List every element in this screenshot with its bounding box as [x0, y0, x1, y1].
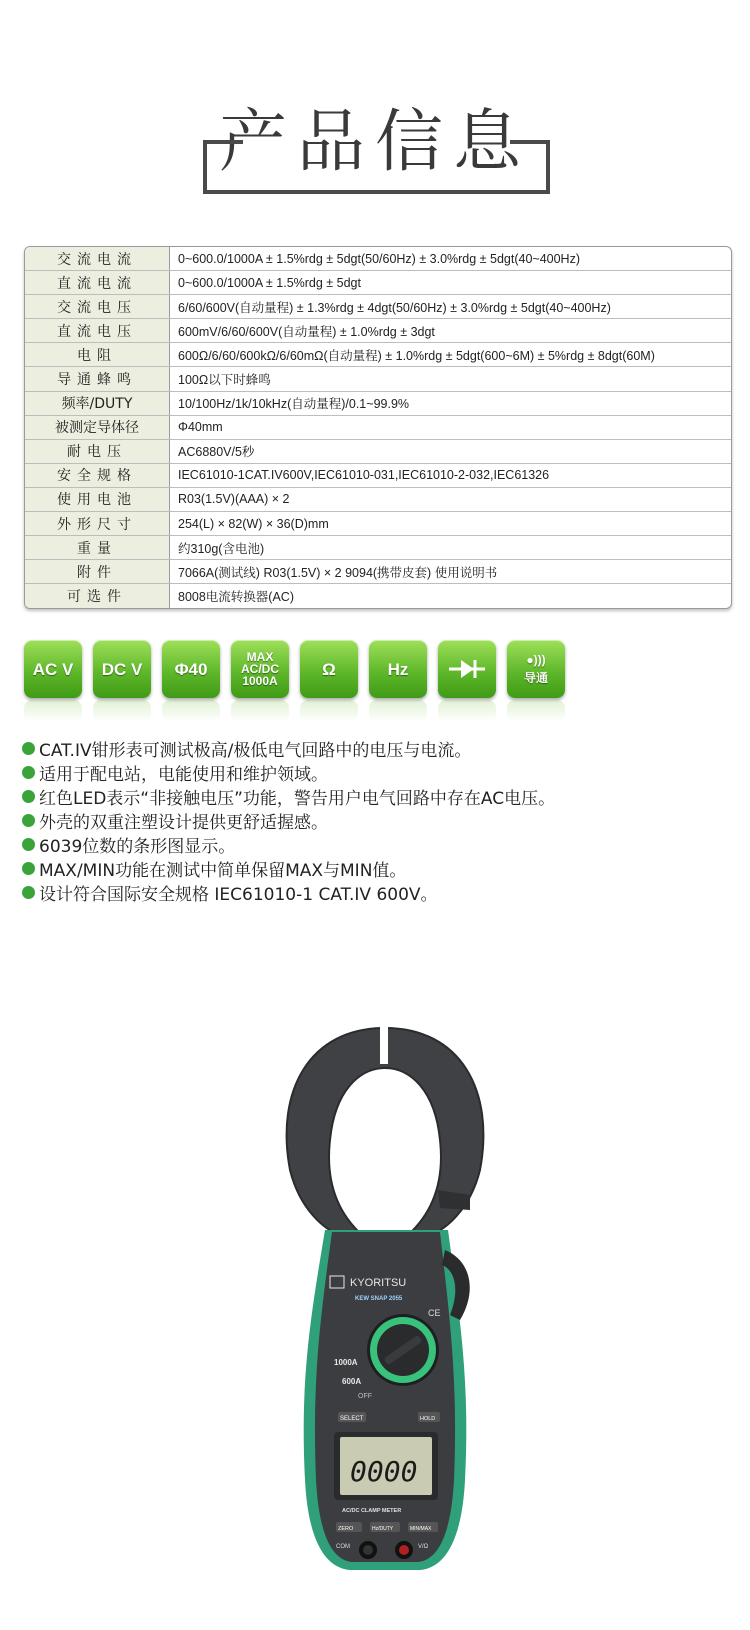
spec-value: 8008电流转换器(AC)	[178, 590, 294, 605]
spec-label: 使用电池	[25, 488, 170, 511]
icon-label: DC V	[101, 659, 143, 679]
icon-reflection	[162, 700, 220, 722]
spec-row	[25, 512, 731, 536]
continuity-icon	[507, 640, 565, 698]
feature-item	[22, 784, 742, 808]
spec-label: 直流电流	[25, 271, 170, 294]
spec-row	[25, 440, 731, 464]
spec-label: 可选件	[25, 584, 170, 608]
bullet-icon	[22, 790, 35, 803]
spec-row	[25, 247, 731, 271]
spec-row	[25, 584, 731, 608]
feature-text: 红色LED表示“非接触电压”功能，警告用户电气回路中存在AC电压。	[39, 788, 556, 809]
spec-label: 频率/DUTY	[25, 392, 170, 415]
bullet-icon	[22, 886, 35, 899]
feature-text: MAX/MIN功能在测试中简单保留MAX与MIN值。	[39, 860, 407, 881]
spec-value: R03(1.5V)(AAA) × 2	[178, 492, 290, 507]
hold-button: HOLD	[420, 1416, 436, 1422]
feature-item	[22, 736, 742, 760]
spec-label: 耐电压	[25, 440, 170, 463]
title-bracket-right	[510, 140, 550, 194]
feature-item	[22, 760, 742, 784]
spec-value: AC6880V/5秒	[178, 445, 255, 460]
range-1000: 1000A	[334, 1358, 358, 1367]
spec-label: 交流电压	[25, 295, 170, 318]
spec-label: 重量	[25, 536, 170, 559]
icon-reflection	[231, 700, 289, 722]
off-label: OFF	[358, 1393, 372, 1400]
phi40-icon	[162, 640, 220, 698]
ohm-icon	[300, 640, 358, 698]
spec-row	[25, 416, 731, 440]
range-600: 600A	[342, 1377, 362, 1386]
meter-model: KEW SNAP 2055	[355, 1296, 403, 1302]
feature-text: 适用于配电站，电能使用和维护领域。	[39, 764, 328, 785]
icon-label: 导通	[523, 671, 548, 685]
icon-label: Φ40	[174, 659, 208, 679]
spec-value: Φ40mm	[178, 420, 223, 435]
spec-value: 7066A(测试线) R03(1.5V) × 2 9094(携带皮套) 使用说明书	[178, 565, 498, 580]
spec-row	[25, 367, 731, 391]
spec-row	[25, 488, 731, 512]
spec-row	[25, 343, 731, 367]
spec-row	[25, 560, 731, 584]
ac-v-icon	[24, 640, 82, 698]
spec-row	[25, 295, 731, 319]
spec-table	[24, 246, 732, 609]
icon-reflection	[507, 700, 565, 722]
clamp-meter-image	[270, 1020, 500, 1580]
spec-row	[25, 464, 731, 488]
feature-text: 6039位数的条形图显示。	[39, 836, 236, 857]
icon-reflection	[438, 700, 496, 722]
maxmin-button: MIN/MAX	[410, 1526, 432, 1532]
select-button: SELECT	[340, 1416, 364, 1422]
icon-reflection	[24, 700, 82, 722]
bullet-icon	[22, 862, 35, 875]
spec-value: 600mV/6/60/600V(自动量程) ± 1.0%rdg ± 3dgt	[178, 324, 435, 339]
com-label: COM	[336, 1544, 350, 1550]
bullet-icon	[22, 814, 35, 827]
feature-list	[22, 736, 742, 904]
bullet-icon	[22, 742, 35, 755]
icon-label: AC V	[32, 659, 74, 679]
feature-icons	[24, 640, 734, 730]
feature-text: 外壳的双重注塑设计提供更舒适握感。	[39, 812, 328, 833]
hz-icon	[369, 640, 427, 698]
spec-label: 被测定导体径	[25, 416, 170, 439]
meter-caption: AC/DC CLAMP METER	[342, 1508, 402, 1514]
icon-reflection	[369, 700, 427, 722]
icon-label: AC/DC	[241, 662, 279, 676]
icon-label: MAX	[246, 650, 274, 664]
dc-v-icon	[93, 640, 151, 698]
title-section	[0, 0, 750, 215]
spec-row	[25, 319, 731, 343]
bullet-icon	[22, 838, 35, 851]
spec-value: IEC61010-1CAT.IV600V,IEC61010-031,IEC61010-2-032,IEC61326	[178, 468, 550, 483]
ce-mark: CE	[428, 1308, 441, 1318]
spec-label: 交流电流	[25, 247, 170, 270]
diode-icon	[438, 640, 496, 698]
icon-label: Ω	[322, 659, 336, 679]
feature-item	[22, 808, 742, 832]
meter-display: 0000	[350, 1455, 418, 1488]
spec-label: 直流电压	[25, 319, 170, 342]
zero-button: ZERO	[338, 1526, 354, 1532]
vo-label: V/Ω	[418, 1544, 429, 1550]
spec-value: 100Ω以下时蜂鸣	[178, 373, 271, 388]
spec-value: 10/100Hz/1k/10kHz(自动量程)/0.1~99.9%	[178, 397, 410, 412]
bullet-icon	[22, 766, 35, 779]
icon-label: Hz	[387, 659, 409, 679]
max-acdc-icon	[231, 640, 289, 698]
spec-value: 0~600.0/1000A ± 1.5%rdg ± 5dgt(50/60Hz) ± 3.0%rdg ± 5dgt(40~400Hz)	[178, 251, 581, 266]
spec-label: 导通蜂鸣	[25, 367, 170, 390]
spec-value: 0~600.0/1000A ± 1.5%rdg ± 5dgt	[178, 275, 361, 290]
feature-item	[22, 880, 742, 904]
spec-row	[25, 392, 731, 416]
title-bracket-left	[203, 140, 243, 194]
spec-row	[25, 536, 731, 560]
icon-reflection	[300, 700, 358, 722]
meter-brand: KYORITSU	[350, 1277, 407, 1289]
icon-label: 1000A	[242, 674, 278, 688]
icon-reflection	[93, 700, 151, 722]
spec-label: 电阻	[25, 343, 170, 366]
spec-value: 600Ω/6/60/600kΩ/6/60mΩ(自动量程) ± 1.0%rdg ± 5dgt(600~6M) ± 5%rdg ± 8dgt(60M)	[178, 348, 655, 363]
feature-text: CAT.IV钳形表可测试极高/极低电气回路中的电压与电流。	[39, 740, 472, 761]
spec-label: 外形尺寸	[25, 512, 170, 535]
feature-item	[22, 856, 742, 880]
spec-label: 附件	[25, 560, 170, 583]
spec-label: 安全规格	[25, 464, 170, 487]
spec-value: 254(L) × 82(W) × 36(D)mm	[178, 516, 329, 531]
feature-text: 设计符合国际安全规格 IEC61010-1 CAT.IV 600V。	[39, 884, 438, 905]
spec-value: 约310g(含电池)	[178, 541, 265, 556]
spec-row	[25, 271, 731, 295]
page-title: 产品信息	[218, 103, 531, 182]
spec-value: 6/60/600V(自动量程) ± 1.3%rdg ± 4dgt(50/60Hz) ± 3.0%rdg ± 5dgt(40~400Hz)	[178, 300, 611, 315]
title-underline	[203, 190, 550, 194]
sound-wave-glyph: ●)))	[526, 653, 546, 667]
hz-duty-button: Hz/DUTY	[372, 1526, 394, 1532]
feature-item	[22, 832, 742, 856]
